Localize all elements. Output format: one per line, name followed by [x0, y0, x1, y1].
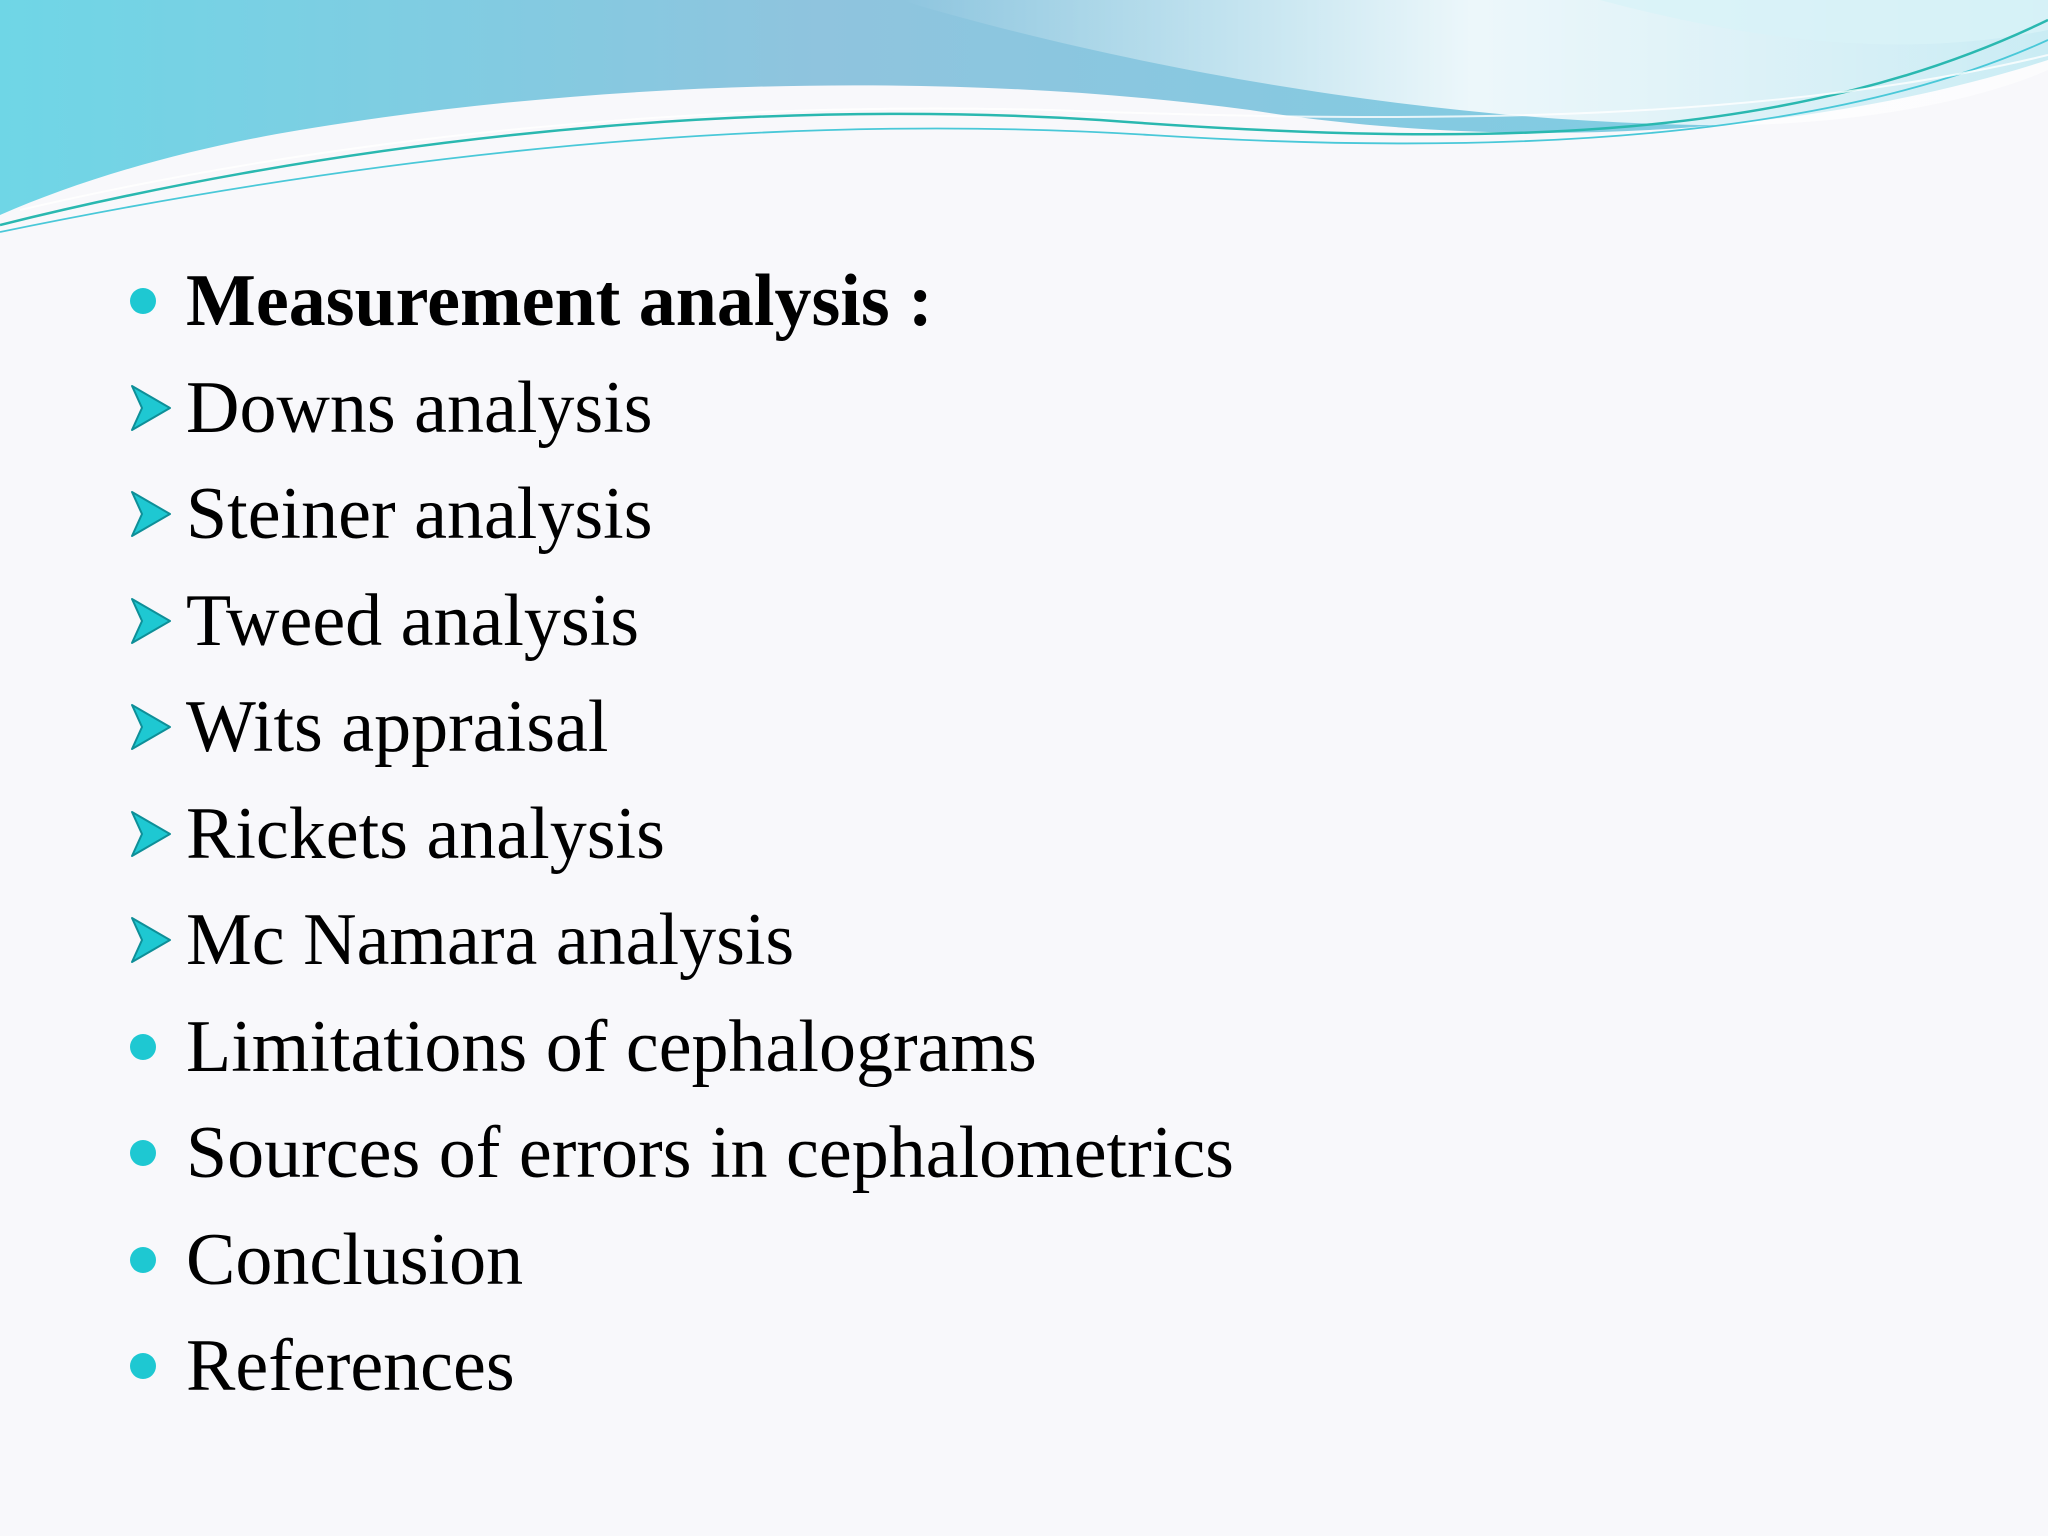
dot-bullet-icon: [130, 1034, 156, 1060]
list-item: [130, 248, 1930, 355]
arrow-bullet-icon: [130, 915, 172, 965]
list-item: [130, 1100, 1930, 1207]
arrow-bullet-icon: [130, 596, 172, 646]
list-item-label: Tweed analysis: [186, 579, 640, 662]
dot-bullet-icon: [130, 1247, 156, 1273]
list-item-label: Downs analysis: [186, 366, 653, 449]
arrow-bullet-icon: [130, 489, 172, 539]
dot-bullet-icon: [130, 1353, 156, 1379]
dot-bullet-icon: [130, 288, 156, 314]
list-item-label: Measurement analysis :: [186, 260, 933, 342]
list-item: [130, 568, 1930, 675]
list-item: [130, 461, 1930, 568]
list-item-label: Conclusion: [186, 1218, 524, 1301]
list-item: [130, 781, 1930, 888]
list-item-label: Rickets analysis: [186, 792, 665, 875]
arrow-bullet-icon: [130, 383, 172, 433]
list-item-label: Mc Namara analysis: [186, 899, 795, 981]
list-item-label: Limitations of cephalograms: [186, 1005, 1037, 1088]
list-item-label: References: [186, 1325, 515, 1407]
list-item: [130, 887, 1930, 994]
list-item: [130, 355, 1930, 462]
bullet-list: [130, 248, 1930, 1420]
arrow-bullet-icon: [130, 702, 172, 752]
list-item-label: Wits appraisal: [186, 686, 609, 768]
list-item: [130, 1313, 1930, 1420]
list-item-label: Steiner analysis: [186, 473, 653, 555]
list-item: [130, 994, 1930, 1101]
header-wave-decoration: [0, 0, 2048, 240]
dot-bullet-icon: [130, 1140, 156, 1166]
list-item-label: Sources of errors in cephalometrics: [186, 1112, 1234, 1194]
arrow-bullet-icon: [130, 809, 172, 859]
list-item: [130, 1207, 1930, 1314]
list-item: [130, 674, 1930, 781]
